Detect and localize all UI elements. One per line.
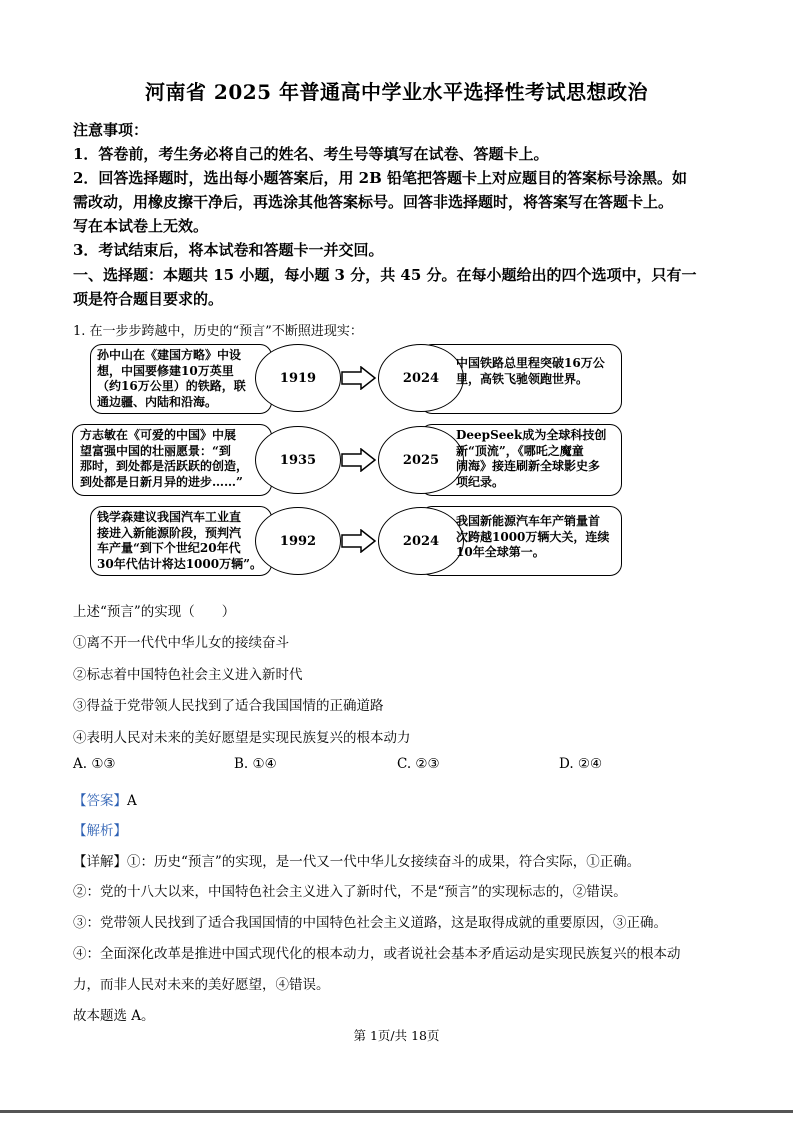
detail-label: 【详解】 <box>73 854 127 870</box>
detail-1: ①：历史“预言”的实现，是一代又一代中华儿女接续奋斗的成果，符合实际，①正确。 <box>127 854 641 870</box>
answer-label: 【答案】 <box>73 793 127 809</box>
row3-year-left: 1992 <box>255 507 341 575</box>
detail-4a: ④：全面深化改革是推进中国式现代化的根本动力，或者说社会基本矛盾运动是实现民族复兴的根本动 <box>73 946 681 962</box>
option-b: B. ①④ <box>234 756 277 772</box>
option-d: D. ②④ <box>559 756 603 772</box>
row2-year-right: 2025 <box>378 426 464 494</box>
page-number: 第 1页/共 18页 <box>353 1028 440 1043</box>
detail-4b: 力，而非人民对未来的美好愿望，④错误。 <box>73 977 330 993</box>
option-c: C. ②③ <box>397 756 440 772</box>
notice-item-2a: 2．回答选择题时，选出每小题答案后，用 2B 铅笔把答题卡上对应题目的答案标号涂黑。如 <box>73 169 688 187</box>
question-stem: 1. 在一步步跨越中，历史的“预言”不断照进现实： <box>73 324 363 339</box>
analysis-label: 【解析】 <box>73 823 127 839</box>
conclusion: 故本题选 A。 <box>73 1008 155 1024</box>
notice-item-3: 3．考试结束后，将本试卷和答题卡一并交回。 <box>73 241 384 259</box>
question-prompt: 上述“预言”的实现（ ） <box>73 604 236 620</box>
answer-value: A <box>127 793 137 809</box>
section-heading-line1: 一、选择题：本题共 15 小题，每小题 3 分，共 45 分。在每小题给出的四个选项中，只有一 <box>73 266 697 284</box>
statement-4: ④表明人民对未来的美好愿望是实现民族复兴的根本动力 <box>73 730 411 746</box>
section-heading-line2: 项是符合题目要求的。 <box>73 290 224 308</box>
row2-arrow-icon <box>341 448 377 472</box>
detail-2: ②：党的十八大以来，中国特色社会主义进入了新时代，不是“预言”的实现标志的，②错误。 <box>73 884 627 900</box>
analysis-line <box>73 819 127 839</box>
notice-item-2b: 需改动，用橡皮擦干净后，再选涂其他答案标号。回答非选择题时，将答案写在答题卡上。 <box>73 193 674 211</box>
notice-item-1: 1．答卷前，考生务必将自己的姓名、考生号等填写在试卷、答题卡上。 <box>73 145 549 163</box>
bottom-divider <box>0 1110 793 1113</box>
row3-year-right: 2024 <box>378 507 464 575</box>
answer-line <box>73 789 137 809</box>
row1-right-text: 中国铁路总里程突破16万公 里，高铁飞驰领跑世界。 <box>456 356 605 386</box>
row1-year-right: 2024 <box>378 344 464 412</box>
notice-heading: 注意事项： <box>73 121 149 139</box>
row2-year-left: 1935 <box>255 426 341 494</box>
row2-right-text: DeepSeek成为全球科技创 新“顶流”，《哪吒之魔童 闹海》接连刷新全球影史多 项纪录。 <box>456 428 607 489</box>
statement-1: ①离不开一代代中华儿女的接续奋斗 <box>73 635 289 651</box>
row3-left-text: 钱学森建议我国汽车工业直 接进入新能源阶段，预判汽 车产量“到下个世纪20年代 30年代估计将达1000万辆”。 <box>97 510 263 571</box>
detail-line-1 <box>73 850 640 870</box>
row2-left-text: 方志敏在《可爱的中国》中展 望富强中国的壮丽愿景：“到 那时，到处都是活跃跃的创造， 到处都是日新月异的进步……” <box>80 428 249 489</box>
statement-2: ②标志着中国特色社会主义进入新时代 <box>73 667 303 683</box>
option-a: A. ①③ <box>73 756 116 772</box>
row3-right-text: 我国新能源汽车年产销量首 次跨越1000万辆大关，连续 10年全球第一。 <box>456 514 610 559</box>
row1-year-left: 1919 <box>255 344 341 412</box>
row3-arrow-icon <box>341 529 377 553</box>
row1-left-text: 孙中山在《建国方略》中设 想，中国要修建10万英里 （约16万公里）的铁路，联 通边疆、内陆和沿海。 <box>97 348 246 409</box>
statement-3: ③得益于党带领人民找到了适合我国国情的正确道路 <box>73 698 384 714</box>
row1-arrow-icon <box>341 366 377 390</box>
detail-3: ③：党带领人民找到了适合我国国情的中国特色社会主义道路，这是取得成就的重要原因，③正确。 <box>73 915 667 931</box>
notice-item-2c: 写在本试卷上无效。 <box>73 217 209 235</box>
page-title: 河南省 2025 年普通高中学业水平选择性考试思想政治 <box>144 80 649 104</box>
